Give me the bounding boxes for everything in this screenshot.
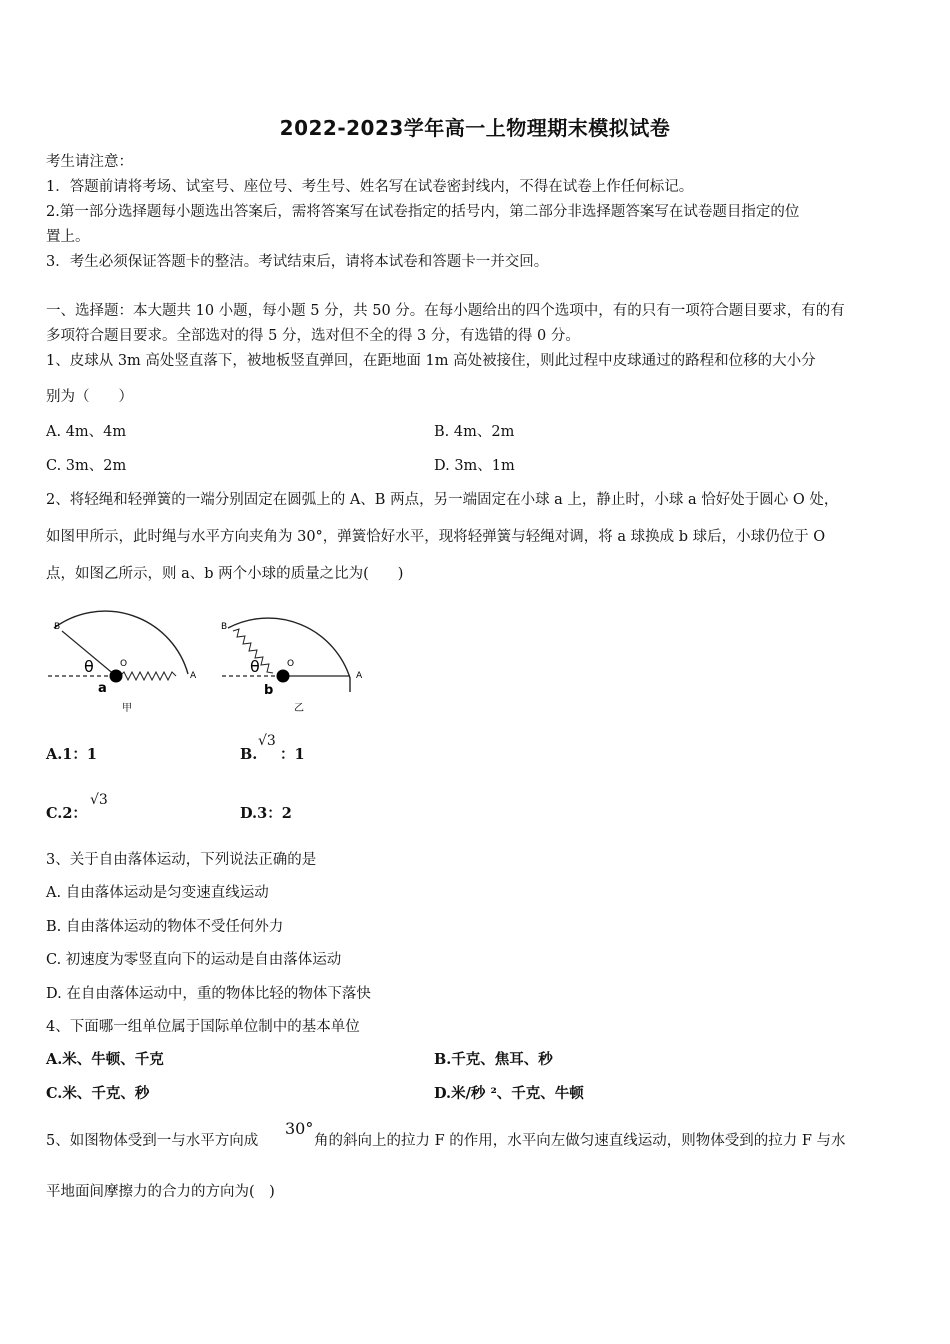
notice-item-1: 1．答题前请将考场、试室号、座位号、考生号、姓名写在试卷密封线内，不得在试卷上作任何标记。: [46, 179, 694, 195]
q5-angle: 30°: [285, 1119, 314, 1138]
label-o-jia: O: [120, 659, 128, 669]
section-intro-line-2: 多项符合题目要求。全部选对的得 5 分，选对但不全的得 3 分，有选错的得 0 分。: [46, 328, 580, 344]
q4-option-a: A.米、牛顿、千克: [46, 1051, 164, 1068]
caption-yi: 乙: [294, 703, 304, 714]
q2-option-b-sqrt: √3: [258, 733, 276, 749]
q3-option-c: C. 初速度为零竖直向下的运动是自由落体运动: [46, 952, 342, 968]
q2-option-b-suffix: ：1: [280, 746, 305, 763]
q1-option-c: C. 3m、2m: [46, 458, 127, 474]
ball-a-label: a: [98, 681, 107, 696]
ball-b-label: b: [264, 683, 274, 698]
figure-yi: [221, 618, 363, 714]
q2-figure: [40, 594, 380, 718]
label-b-yi: B: [221, 622, 228, 632]
section-intro-line-1: 一、选择题：本大题共 10 小题，每小题 5 分，共 50 分。在每小题给出的四个选项中，有的只有一项符合题目要求，有的有: [46, 303, 845, 319]
q5-stem-post: 角的斜向上的拉力 F 的作用，水平向左做匀速直线运动，则物体受到的拉力 F 与水: [314, 1133, 846, 1149]
notice-item-2: 2.第一部分选择题每小题选出答案后，需将答案写在试卷指定的括号内，第二部分非选择题答案写在试卷题目指定的位: [46, 204, 800, 220]
q2-option-a: A.1：1: [46, 746, 97, 763]
q2-option-c-sqrt: √3: [90, 792, 108, 808]
q1-stem-line-1: 1、皮球从 3m 高处竖直落下，被地板竖直弹回，在距地面 1m 高处被接住，则此过程中皮球通过的路程和位移的大小分: [46, 353, 816, 369]
figure-jia: [48, 611, 197, 714]
q3-option-a: A. 自由落体运动是匀变速直线运动: [46, 885, 269, 901]
q2-option-d: D.3：2: [240, 805, 292, 822]
q1-stem-line-2: 别为（ ）: [46, 389, 133, 405]
q1-option-d: D. 3m、1m: [434, 458, 515, 474]
theta-yi: θ: [250, 657, 260, 676]
q3-stem: 3、关于自由落体运动，下列说法正确的是: [46, 852, 317, 868]
q2-option-b-prefix: B.: [240, 746, 258, 763]
q4-option-d: D.米/秒 ²、千克、牛顿: [434, 1085, 584, 1102]
q3-option-d: D. 在自由落体运动中，重的物体比轻的物体下落快: [46, 986, 371, 1002]
page-title: 2022-2023学年高一上物理期末模拟试卷: [279, 116, 671, 140]
q4-option-c: C.米、千克、秒: [46, 1085, 150, 1102]
theta-jia: θ: [84, 657, 94, 676]
label-a-yi: A: [356, 671, 363, 681]
notice-item-3: 3．考生必须保证答题卡的整洁。考试结束后，请将本试卷和答题卡一并交回。: [46, 254, 549, 270]
label-b-jia: B: [54, 622, 61, 632]
q2-stem-line-1: 2、将轻绳和轻弹簧的一端分别固定在圆弧上的 A、B 两点，另一端固定在小球 a 上，静止时，小球 a 恰好处于圆心 O 处，: [46, 492, 839, 508]
q1-option-b: B. 4m、2m: [434, 424, 515, 440]
label-a-jia: A: [190, 671, 197, 681]
q5-stem-line-2: 平地面间摩擦力的合力的方向为( ): [46, 1184, 275, 1200]
notice-item-2-cont: 置上。: [46, 229, 90, 245]
q3-option-b: B. 自由落体运动的物体不受任何外力: [46, 919, 284, 935]
label-o-yi: O: [287, 659, 295, 669]
q2-stem-line-2: 如图甲所示，此时绳与水平方向夹角为 30°，弹簧恰好水平，现将轻弹簧与轻绳对调，将 a 球换成 b 球后，小球仍位于 O: [46, 529, 826, 545]
q4-option-b: B.千克、焦耳、秒: [434, 1051, 553, 1068]
caption-jia: 甲: [122, 703, 132, 714]
notice-heading: 考生请注意：: [46, 154, 133, 170]
q2-stem-line-3: 点，如图乙所示，则 a、b 两个小球的质量之比为( ): [46, 566, 404, 582]
q4-stem: 4、下面哪一组单位属于国际单位制中的基本单位: [46, 1019, 360, 1035]
q1-option-a: A. 4m、4m: [46, 424, 127, 440]
q2-option-c-prefix: C.2：: [46, 805, 87, 822]
q5-stem-pre: 5、如图物体受到一与水平方向成: [46, 1133, 259, 1149]
